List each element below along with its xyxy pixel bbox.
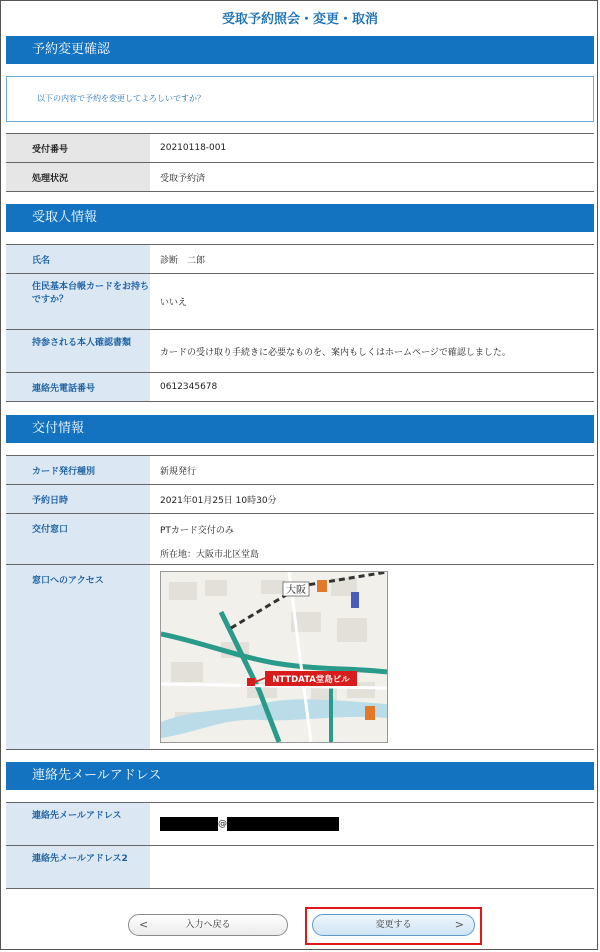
table-row [6, 846, 594, 889]
card-type-value: 新規発行 [160, 466, 197, 477]
reservation-datetime-label: 予約日時 [6, 485, 150, 513]
name-label: 氏名 [6, 245, 150, 273]
email-label: 連絡先メールアドレス [6, 803, 150, 845]
table-row [6, 245, 594, 274]
email-value [150, 803, 594, 845]
recipient-table [6, 244, 594, 402]
table-row [6, 514, 594, 565]
access-value [150, 565, 594, 749]
counter-label: 交付窓口 [6, 514, 150, 564]
delivery-table [6, 455, 594, 750]
back-button-label: 入力へ戻る [185, 920, 231, 930]
resident-card-label: 住民基本台帳カードをお持ちですか？ [6, 274, 150, 329]
phone-value: 0612345678 [160, 382, 218, 392]
access-label: 窓口へのアクセス [6, 565, 150, 749]
map-image [161, 572, 387, 742]
table-row [6, 485, 594, 514]
email2-value [150, 846, 594, 888]
email-at-sign: @ [218, 819, 227, 829]
access-map [160, 571, 388, 743]
table-row [6, 373, 594, 402]
chevron-left-icon: < [139, 918, 149, 931]
table-row [6, 565, 594, 750]
page-title: 受取予約照会・変更・取消 [221, 12, 378, 27]
section-header-recipient: 受取人情報 [6, 204, 594, 232]
confirm-message: 以下の内容で予約を変更してよろしいですか？ [6, 76, 594, 122]
section-header-email: 連絡先メールアドレス [6, 762, 594, 790]
counter-name: PTカード交付のみ [160, 526, 234, 536]
map-label-building: NTTDATA堂島ビル [272, 675, 350, 685]
name-value: 診断 二郎 [160, 255, 206, 266]
status-value: 受取予約済 [160, 173, 206, 184]
confirm-table [6, 133, 594, 192]
back-button[interactable] [128, 914, 288, 936]
map-label-osaka: 大阪 [286, 585, 306, 596]
email-table [6, 802, 594, 889]
section-header-delivery: 交付情報 [6, 415, 594, 443]
table-row [6, 456, 594, 485]
resident-card-value: いいえ [160, 298, 188, 308]
section-header-confirm: 予約変更確認 [6, 36, 594, 64]
table-row [6, 330, 594, 373]
counter-value [150, 514, 594, 564]
phone-label: 連絡先電話番号 [6, 373, 150, 401]
card-type-label: カード発行種別 [6, 456, 150, 484]
receipt-number-label: 受付番号 [6, 134, 150, 162]
id-documents-value: カードの受け取り手続きに必要なものを、案内もしくはホームページで確認しました。 [160, 347, 511, 358]
receipt-number-value: 20210118-001 [160, 143, 227, 153]
id-documents-label: 持参される本人確認書類 [6, 330, 150, 372]
table-row [6, 803, 594, 846]
email2-label: 連絡先メールアドレス2 [6, 846, 150, 888]
status-label: 処理状況 [6, 163, 150, 191]
submit-button-label: 変更する [375, 920, 412, 930]
redacted-email-user [160, 817, 218, 831]
reservation-datetime-value: 2021年01月25日 10時30分 [160, 495, 277, 506]
table-row [6, 274, 594, 330]
counter-address: 所在地：大阪市北区堂島 [160, 550, 260, 560]
table-row [6, 163, 594, 192]
submit-change-button[interactable] [312, 914, 475, 936]
table-row [6, 134, 594, 163]
redacted-email-domain [227, 817, 339, 831]
chevron-right-icon: > [454, 918, 464, 931]
